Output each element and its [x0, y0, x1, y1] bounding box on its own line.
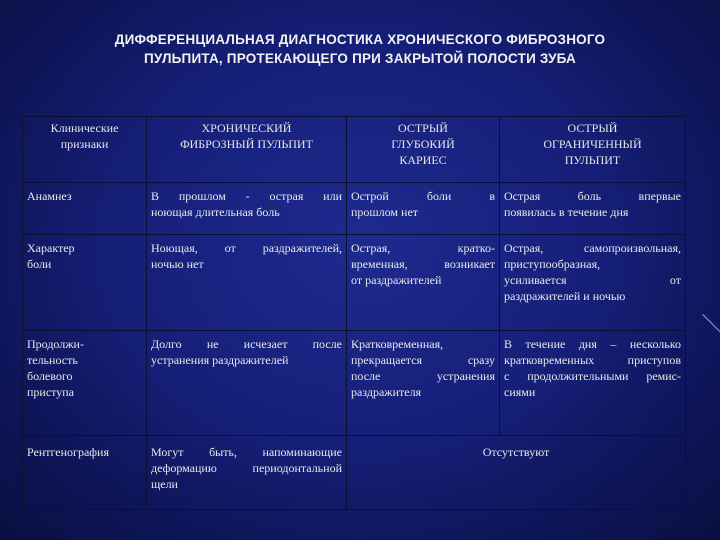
row-label: Рентгенография — [23, 436, 147, 510]
table-cell: Острой боли в прошлом нет — [347, 183, 500, 235]
table-cell: В течение дня – несколько кратковременных приступов с продолжительными ремис- сиями — [500, 331, 686, 436]
table-row-radiography — [23, 436, 686, 510]
table-cell: Острая, кратко- временная, возникает от раздражителей — [347, 235, 500, 331]
header-chronic-fibrous-pulpitis: ХРОНИЧЕСКИЙ ФИБРОЗНЫЙ ПУЛЬПИТ — [147, 117, 347, 183]
header-acute-limited-pulpitis: ОСТРЫЙ ОГРАНИЧЕННЫЙ ПУЛЬПИТ — [500, 117, 686, 183]
table-header-row — [23, 117, 686, 183]
table-cell: Ноющая, от раздражителей, ночью нет — [147, 235, 347, 331]
row-label: Анамнез — [23, 183, 147, 235]
header-acute-deep-caries: ОСТРЫЙ ГЛУБОКИЙ КАРИЕС — [347, 117, 500, 183]
table-row-pain-character — [23, 235, 686, 331]
table-cell: Могут быть, напоминающие деформацию периодонтальной щели — [147, 436, 347, 510]
row-label: Характер боли — [23, 235, 147, 331]
title-line-1: ДИФФЕРЕНЦИАЛЬНАЯ ДИАГНОСТИКА ХРОНИЧЕСКОГО ФИБРОЗНОГО — [114, 32, 606, 47]
table-row-anamnesis — [23, 183, 686, 235]
table-cell: Долго не исчезает после устранения раздражителей — [147, 331, 347, 436]
row-label: Продолжи- тельность болевого приступа — [23, 331, 147, 436]
table-cell: Острая, самопроизвольная, приступообразная, усиливается от раздражителей и ночью — [500, 235, 686, 331]
table-cell: В прошлом - острая или ноющая длительная боль — [147, 183, 347, 235]
header-clinical-signs: Клинические признаки — [23, 117, 147, 183]
table-cell-merged: Отсутствуют — [347, 436, 686, 510]
title-line-2: ПУЛЬПИТА, ПРОТЕКАЮЩЕГО ПРИ ЗАКРЫТОЙ ПОЛОСТИ ЗУБА — [143, 51, 577, 66]
slide-title — [40, 30, 680, 68]
decorative-line — [702, 314, 720, 336]
table-cell: Кратковременная, прекращается сразу после устранения раздражителя — [347, 331, 500, 436]
table-cell: Острая боль впервые появилась в течение дня — [500, 183, 686, 235]
table-row-attack-duration — [23, 331, 686, 436]
diagnosis-table — [22, 116, 686, 510]
